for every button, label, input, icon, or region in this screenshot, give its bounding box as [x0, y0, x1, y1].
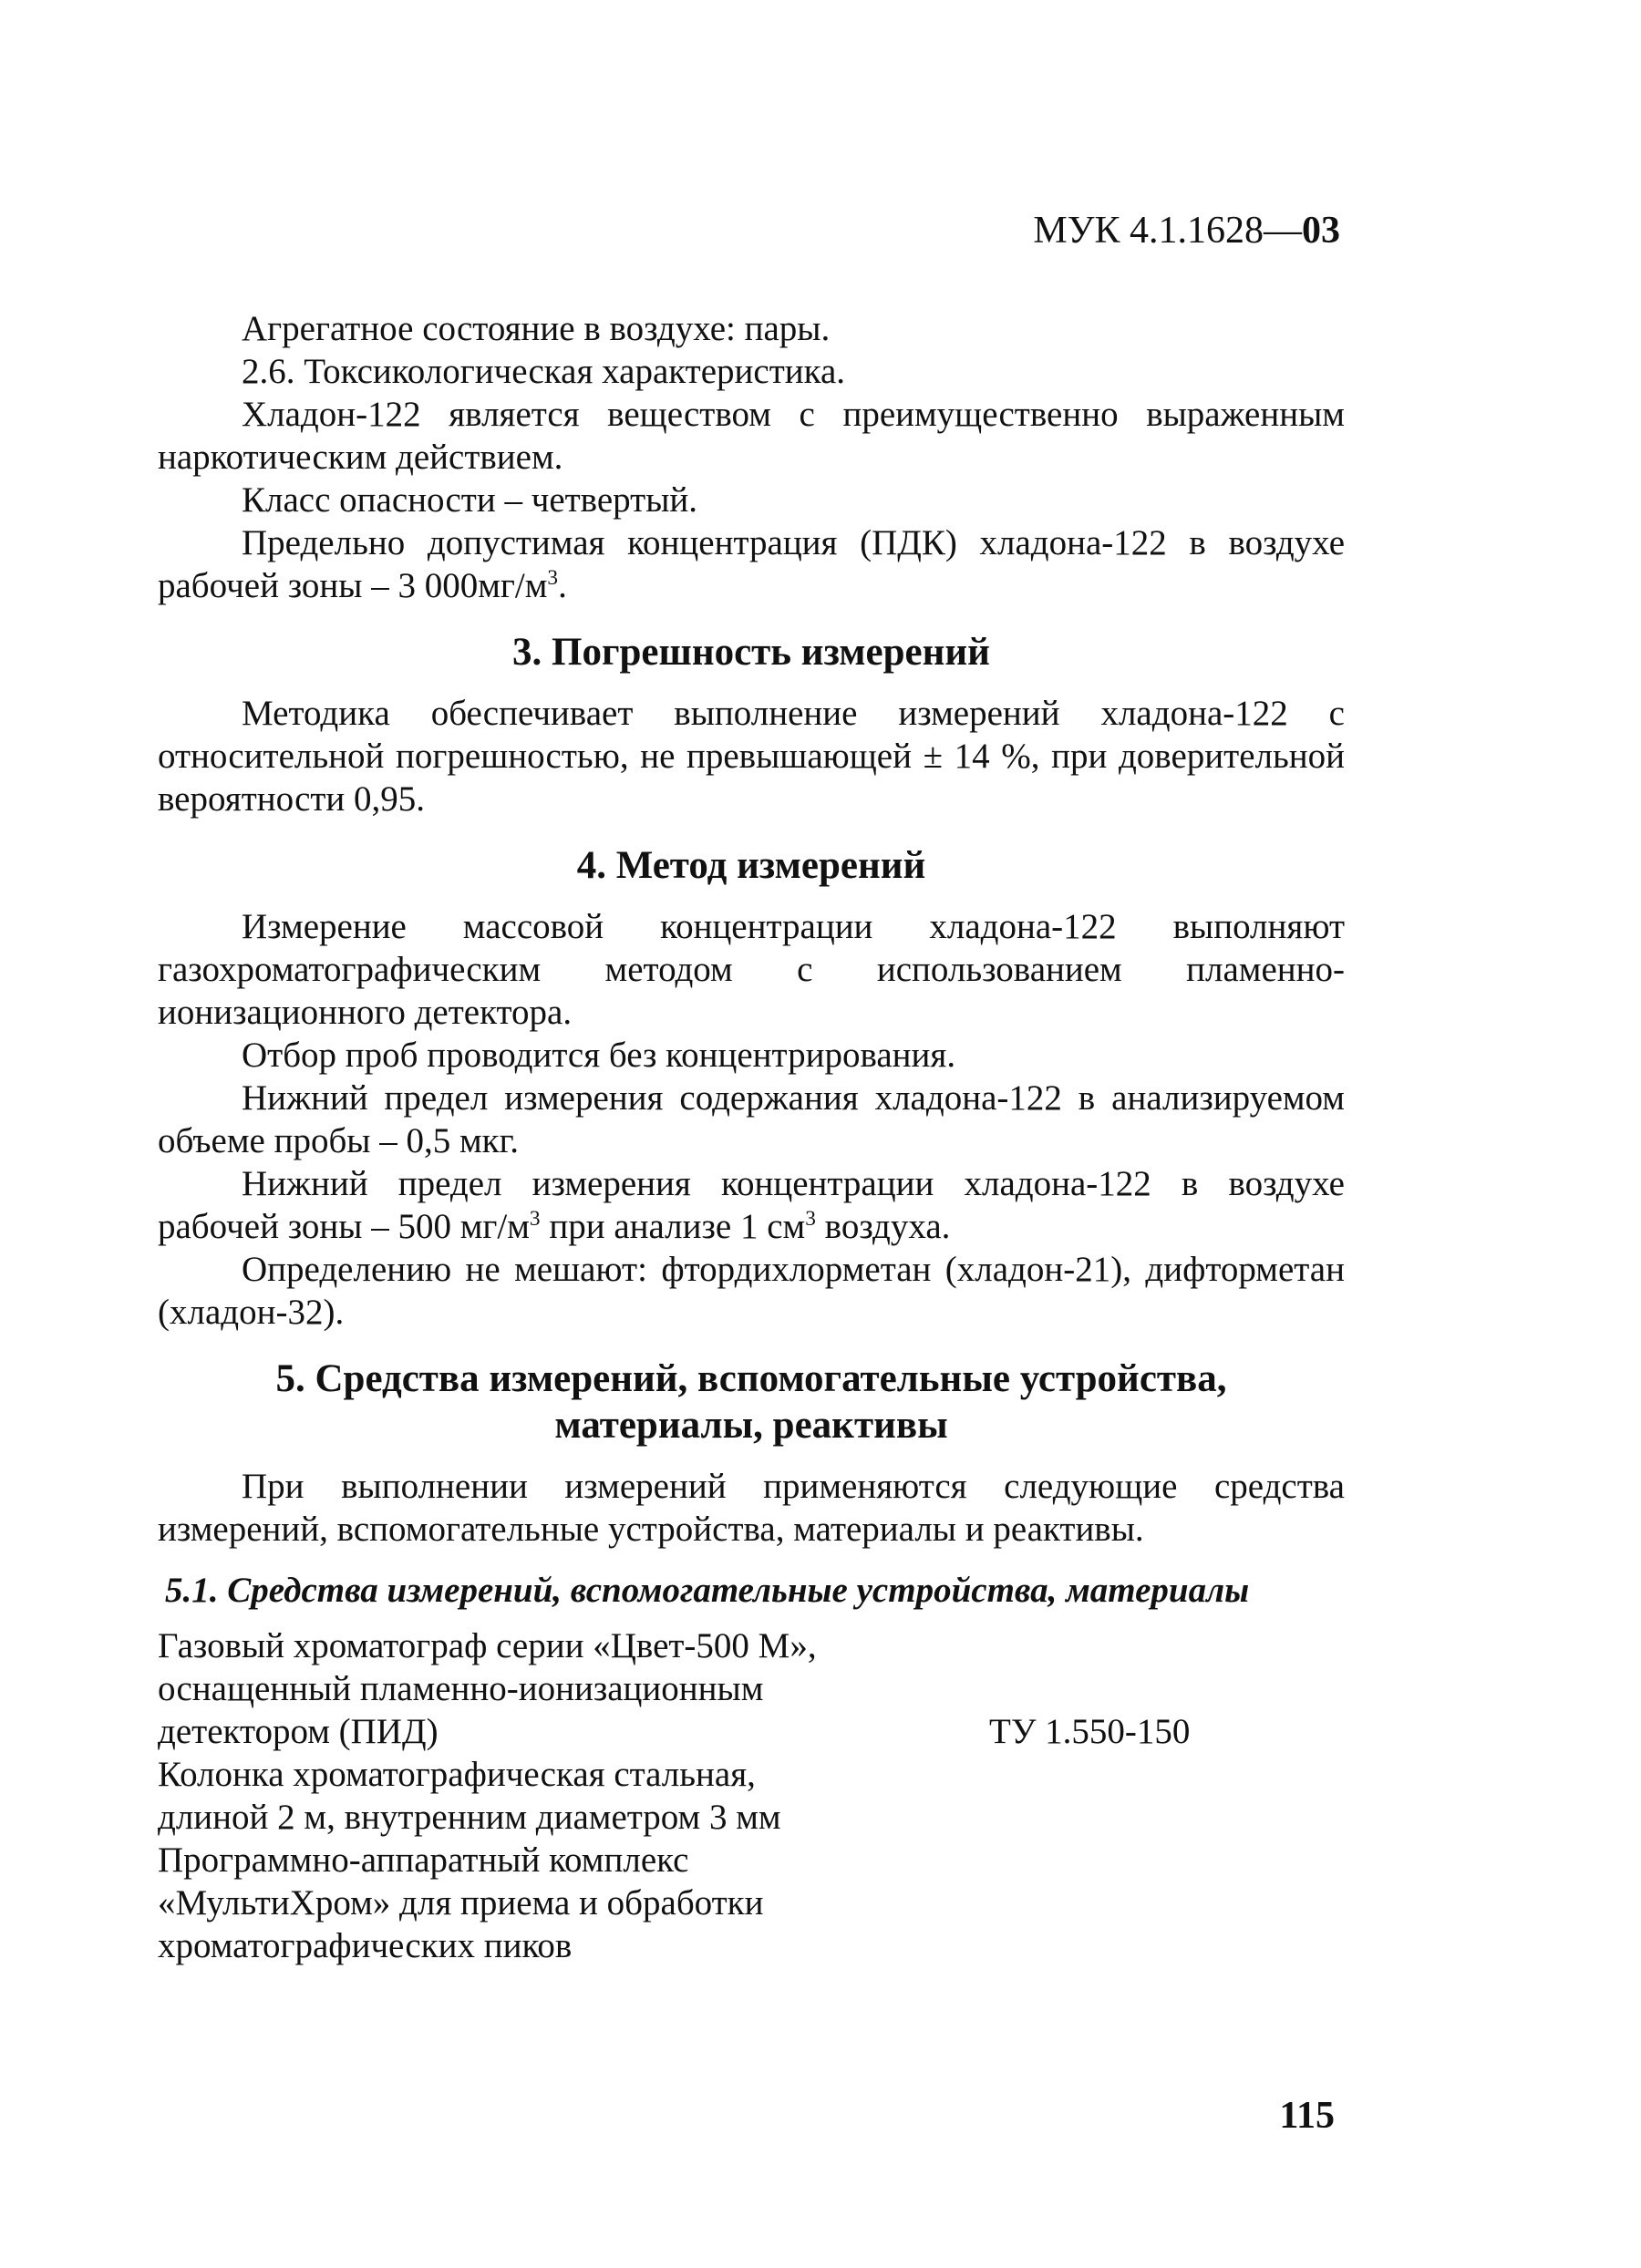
limit-text-b: при анализе 1 см	[540, 1207, 806, 1246]
equipment-line: Программно-аппаратный комплекс	[158, 1840, 689, 1880]
paragraph-lower-limit-concentration	[158, 1162, 1345, 1248]
equipment-line: Колонка хроматографическая стальная,	[158, 1755, 756, 1794]
document-code-prefix: МУК 4.1.1628—	[1033, 210, 1302, 252]
equipment-line: детектором (ПИД)	[158, 1712, 439, 1751]
limit-superscript-1: 3	[529, 1207, 541, 1231]
paragraph-sampling: Отбор проб проводится без концентрирования.	[242, 1036, 956, 1075]
paragraph-hazard-class: Класс опасности – четвертый.	[242, 480, 698, 520]
paragraph-method: Измерение массовой концентрации хладона-122 выполняют газохроматографическим методом с использованием пламенно-ионизационного детектора.	[158, 907, 1345, 1032]
equipment-name	[158, 1839, 960, 1967]
paragraph-instruments-intro: При выполнении измерений применяются следующие средства измерений, вспомогательные устройства, материалы и реактивы.	[158, 1467, 1345, 1549]
section4-heading: 4. Метод измерений	[576, 844, 926, 887]
page-number: 115	[1279, 2095, 1335, 2137]
equipment-item	[158, 1624, 1345, 1753]
paragraph-mac	[158, 521, 1345, 607]
mac-end: .	[558, 566, 567, 605]
section5-heading-line2: материалы, реактивы	[554, 1404, 948, 1447]
document-code-year: 03	[1302, 210, 1340, 252]
subsection-5-1-heading: 5.1. Средства измерений, вспомогательные устройства, материалы	[165, 1571, 1250, 1610]
document-code	[1033, 211, 1340, 250]
document-body	[158, 307, 1345, 1967]
equipment-name	[158, 1624, 960, 1753]
mac-superscript: 3	[547, 566, 559, 590]
equipment-item	[158, 1839, 1345, 1967]
equipment-list	[158, 1624, 1345, 1967]
mac-text: Предельно допустимая концентрация (ПДК) хладона-122 в воздухе рабочей зоны – 3 000мг/м	[158, 523, 1345, 605]
limit-text-c: воздуха.	[815, 1207, 951, 1246]
equipment-line: Газовый хроматограф серии «Цвет-500 М»,	[158, 1626, 817, 1665]
equipment-item	[158, 1753, 1345, 1839]
limit-superscript-2: 3	[805, 1207, 816, 1231]
section5-heading-line1: 5. Средства измерений, вспомогательные устройства,	[275, 1357, 1227, 1400]
equipment-spec: ТУ 1.550-150	[989, 1712, 1191, 1751]
paragraph-lower-limit-mass: Нижний предел измерения содержания хладона-122 в анализируемом объеме пробы – 0,5 мкг.	[158, 1078, 1345, 1160]
section3-heading: 3. Погрешность измерений	[512, 631, 990, 674]
equipment-line: оснащенный пламенно-ионизационным	[158, 1669, 764, 1708]
equipment-name	[158, 1753, 960, 1839]
equipment-line: длиной 2 м, внутренним диаметром 3 мм	[158, 1798, 781, 1837]
paragraph-aggregate-state: Агрегатное состояние в воздухе: пары.	[242, 309, 831, 348]
section5-heading	[158, 1356, 1345, 1448]
paragraph-toxicology-text: Хладон-122 является веществом с преимущественно выраженным наркотическим действием.	[158, 395, 1345, 477]
equipment-line: «МультиХром» для приема и обработки	[158, 1883, 764, 1923]
limit-text-a: Нижний предел измерения концентрации хладона-122 в воздухе рабочей зоны – 500 мг/м	[158, 1164, 1345, 1246]
equipment-line: хроматографических пиков	[158, 1926, 573, 1965]
paragraph-error: Методика обеспечивает выполнение измерений хладона-122 с относительной погрешностью, не превышающей ± 14 %, при доверительной вероятности 0,95.	[158, 694, 1345, 819]
paragraph-interference: Определению не мешают: фтордихлорметан (хладон-21), дифторметан (хладон-32).	[158, 1250, 1345, 1332]
paragraph-toxicology-title: 2.6. Токсикологическая характеристика.	[242, 352, 846, 391]
